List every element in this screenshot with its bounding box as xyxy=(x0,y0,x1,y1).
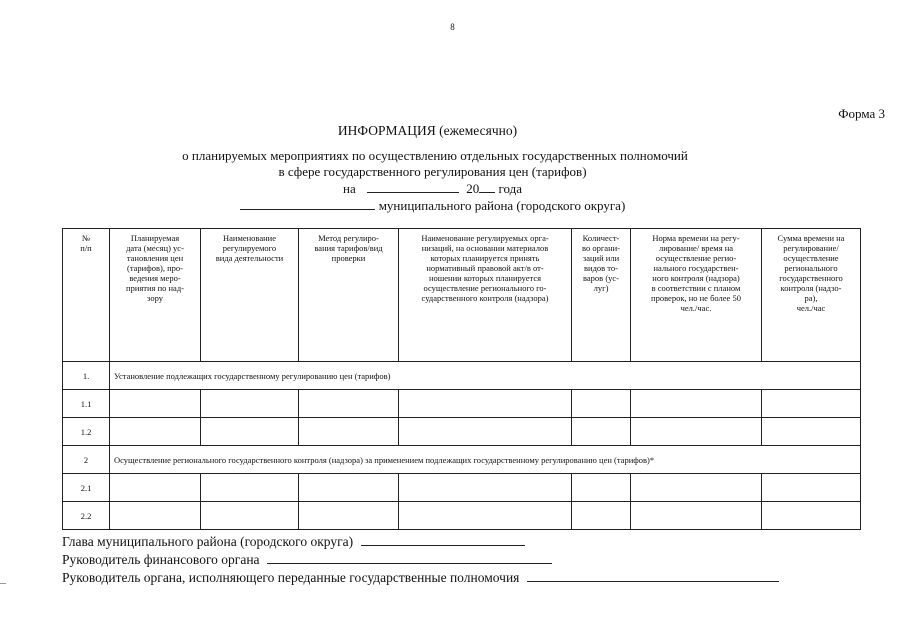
header-time-norm: Норма времени на регу- лирование/ время на осуществление регио- нального государствен- ного контроля (надзора) в соответствии с планом проверок, но не более 50 чел./час. xyxy=(631,229,762,362)
row-number: 2.2 xyxy=(63,502,110,530)
cell-planned-date[interactable] xyxy=(110,474,201,502)
header-activity-type: Наименование регулируемого вида деятельности xyxy=(201,229,299,362)
cell-activity-type[interactable] xyxy=(201,474,299,502)
section-number: 1. xyxy=(63,362,110,390)
year-prefix: 20 xyxy=(466,181,480,196)
district-label: муниципального района (городского округа) xyxy=(378,198,626,213)
row-number: 2.1 xyxy=(63,474,110,502)
cell-organizations[interactable] xyxy=(399,418,572,446)
document-title: ИНФОРМАЦИЯ (ежемесячно) xyxy=(337,123,518,138)
cell-time-sum[interactable] xyxy=(762,418,861,446)
planning-table xyxy=(62,228,861,530)
cell-regulation-method[interactable] xyxy=(299,418,399,446)
title-scope-line: в сфере государственного регулирования цен (тарифов) xyxy=(278,164,587,179)
section-row-1 xyxy=(63,362,861,390)
table-row xyxy=(63,418,861,446)
scan-edge-mark xyxy=(0,583,6,584)
section-number: 2 xyxy=(63,446,110,474)
cell-time-sum[interactable] xyxy=(762,390,861,418)
month-blank[interactable] xyxy=(367,180,459,193)
header-time-sum: Сумма времени на регулирование/ осуществление регионального государственного контроля (надзо- ра), чел./час xyxy=(762,229,861,362)
cell-count[interactable] xyxy=(572,502,631,530)
year-blank[interactable] xyxy=(479,180,495,193)
cell-activity-type[interactable] xyxy=(201,502,299,530)
signature-finance-blank[interactable] xyxy=(267,551,552,564)
title-block xyxy=(0,122,905,214)
cell-organizations[interactable] xyxy=(399,502,572,530)
row-number: 1.2 xyxy=(63,418,110,446)
signature-head xyxy=(62,533,779,551)
section-title: Осуществление регионального государственного контроля (надзора) за применением подлежащих государственному регулированию цен (тарифов)* xyxy=(110,446,861,474)
table-row xyxy=(63,474,861,502)
signatures-block xyxy=(62,533,779,587)
signature-head-label: Глава муниципального района (городского округа) xyxy=(62,534,354,549)
section-row-2 xyxy=(63,446,861,474)
cell-time-norm[interactable] xyxy=(631,418,762,446)
date-prefix: на xyxy=(342,181,356,196)
page-number: 8 xyxy=(450,22,455,32)
title-subject-line: о планируемых мероприятиях по осуществлению отдельных государственных полномочий xyxy=(182,148,688,163)
cell-regulation-method[interactable] xyxy=(299,502,399,530)
cell-count[interactable] xyxy=(572,474,631,502)
cell-planned-date[interactable] xyxy=(110,418,201,446)
header-regulation-method: Метод регулиро- вания тарифов/вид проверки xyxy=(299,229,399,362)
cell-time-sum[interactable] xyxy=(762,502,861,530)
signature-authority-label: Руководитель органа, исполняющего переданные государственные полномочия xyxy=(62,570,520,585)
header-count: Количест- во органи- заций или видов то- варов (ус- луг) xyxy=(572,229,631,362)
table-row xyxy=(63,502,861,530)
signature-finance xyxy=(62,551,779,569)
section-title: Установление подлежащих государственному регулированию цен (тарифов) xyxy=(110,362,861,390)
signature-authority xyxy=(62,569,779,587)
signature-authority-blank[interactable] xyxy=(527,569,779,582)
cell-count[interactable] xyxy=(572,390,631,418)
cell-organizations[interactable] xyxy=(399,390,572,418)
table-header-row xyxy=(63,229,861,362)
title-district-line xyxy=(0,197,905,214)
cell-planned-date[interactable] xyxy=(110,502,201,530)
row-number: 1.1 xyxy=(63,390,110,418)
header-planned-date: Планируемая дата (месяц) ус- тановления цен (тарифов), про- ведения меро- приятия по над- зору xyxy=(110,229,201,362)
form-label: Форма 3 xyxy=(838,106,885,121)
signature-finance-label: Руководитель финансового органа xyxy=(62,552,260,567)
cell-time-norm[interactable] xyxy=(631,502,762,530)
table-row xyxy=(63,390,861,418)
cell-time-norm[interactable] xyxy=(631,390,762,418)
cell-time-sum[interactable] xyxy=(762,474,861,502)
district-blank[interactable] xyxy=(240,197,375,210)
date-suffix: года xyxy=(498,181,522,196)
cell-activity-type[interactable] xyxy=(201,390,299,418)
cell-time-norm[interactable] xyxy=(631,474,762,502)
cell-activity-type[interactable] xyxy=(201,418,299,446)
cell-planned-date[interactable] xyxy=(110,390,201,418)
cell-organizations[interactable] xyxy=(399,474,572,502)
signature-head-blank[interactable] xyxy=(361,533,525,546)
title-date-line xyxy=(0,180,905,197)
cell-regulation-method[interactable] xyxy=(299,390,399,418)
cell-regulation-method[interactable] xyxy=(299,474,399,502)
header-number: № п/п xyxy=(63,229,110,362)
header-organizations: Наименование регулируемых орга- низаций, на основании материалов которых планируется принять нормативный правовой акт/в от- ношении которых планируется осуществление регионального го- сударственного контроля (надзора) xyxy=(399,229,572,362)
cell-count[interactable] xyxy=(572,418,631,446)
